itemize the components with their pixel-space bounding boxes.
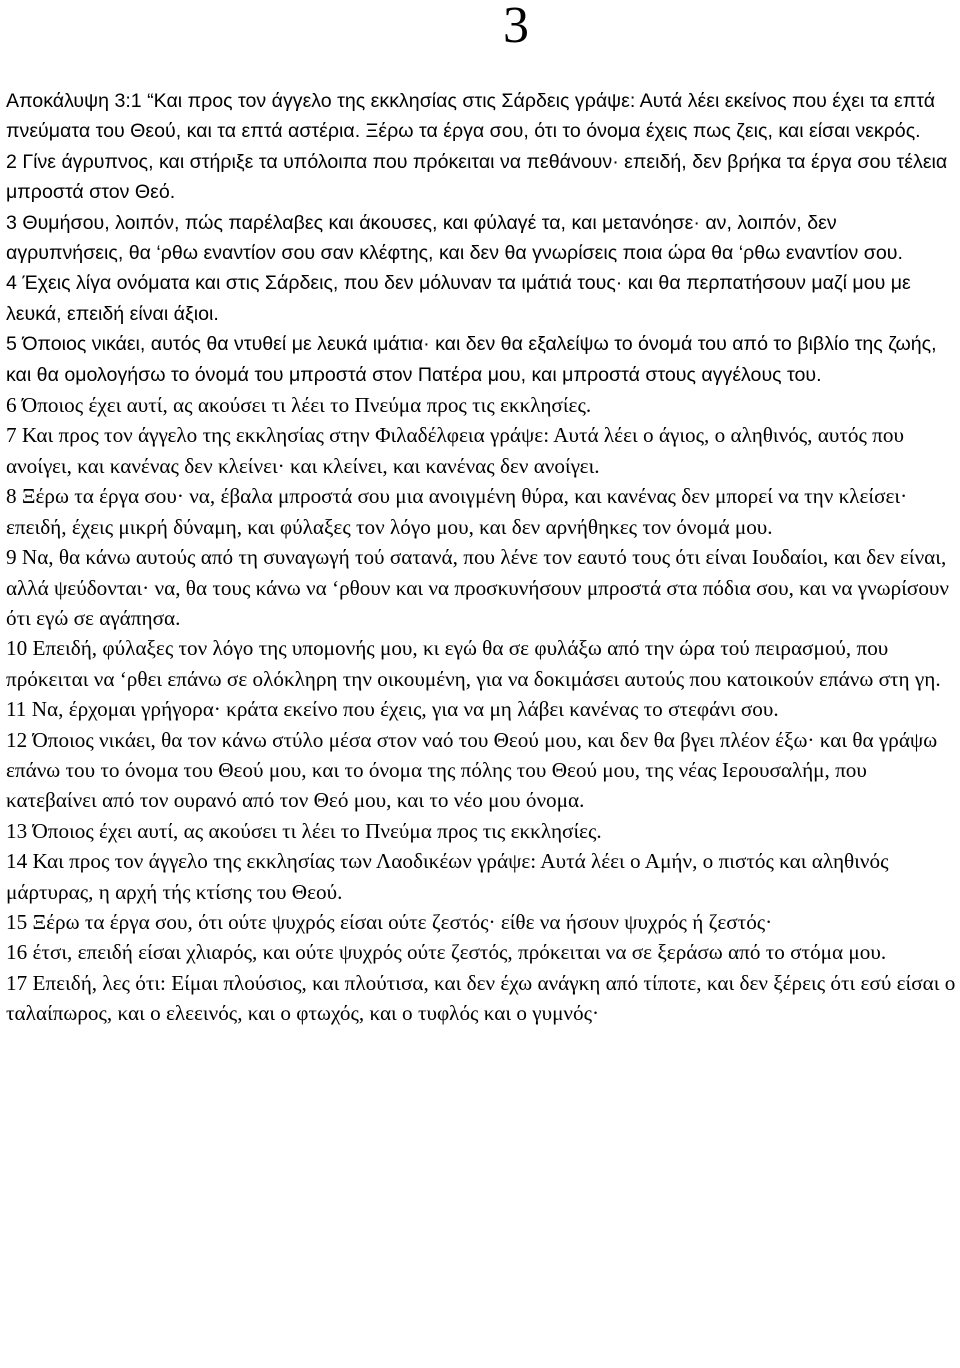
verse-5: 5 Όποιος νικάει, αυτός θα ντυθεί με λευκά ιμάτια· και δεν θα εξαλείψω το όνομά του από το βιβλίο της ζωής, και θα ομολογήσω το όνομά του μπροστά στον Πατέρα μου, και μπροστά στους αγγέλους του. bbox=[6, 333, 937, 386]
verse-1: Αποκάλυψη 3:1 “Και προς τον άγγελο της εκκλησίας στις Σάρδεις γράψε: Αυτά λέει εκείνος που έχει τα επτά πνεύματα του Θεού, και τα επτά αστέρια. Ξέρω τα έργα σου, ότι το όνομα έχεις πως ζεις, και είσαι νεκρός. bbox=[6, 90, 936, 143]
verse-11: 11 Να, έρχομαι γρήγορα· κράτα εκείνο που έχεις, για να μη λάβει κανένας το στεφάνι σου. bbox=[6, 697, 779, 722]
verse-2: 2 Γίνε άγρυπνος, και στήριξε τα υπόλοιπα που πρόκειται να πεθάνουν· επειδή, δεν βρήκα τα έργα σου τέλεια μπροστά στον Θεό. bbox=[6, 150, 948, 204]
verse-9: 9 Να, θα κάνω αυτούς από τη συναγωγή τού σατανά, που λένε τον εαυτό τους ότι είναι Ιουδαίοι, και δεν είναι, αλλά ψεύδονται· να, θα τους κάνω να ‘ρθουν και να προσκυνήσουν μπροστά στα πόδια σου, και να γνωρίσουν ότι εγώ σε αγάπησα. bbox=[6, 545, 949, 630]
verse-8: 8 Ξέρω τα έργα σου· να, έβαλα μπροστά σου μια ανοιγμένη θύρα, και κανένας δεν μπορεί να την κλείσει· επειδή, έχεις μικρή δύναμη, και φύλαξες τον λόγο μου, και δεν αρνήθηκες τον όνομά μου. bbox=[6, 484, 908, 539]
verse-3: 3 Θυμήσου, λοιπόν, πώς παρέλαβες και άκουσες, και φύλαγέ τα, και μετανόησε· αν, λοιπόν, δεν αγρυπνήσεις, θα ‘ρθω εναντίον σου σαν κλέφτης, και δεν θα γνωρίσεις ποια ώρα θα ‘ρθω εναντίον σου. bbox=[6, 211, 903, 265]
verse-list bbox=[6, 86, 956, 1029]
chapter-number: 3 bbox=[503, 0, 529, 54]
verse-4: 4 Έχεις λίγα ονόματα και στις Σάρδεις, που δεν μόλυναν τα ιμάτιά τους· και θα περπατήσουν μαζί μου με λευκά, επειδή είναι άξιοι. bbox=[6, 272, 911, 325]
verse-17: 17 Επειδή, λες ότι: Είμαι πλούσιος, και πλούτισα, και δεν έχω ανάγκη από τίποτε, και δεν ξέρεις ότι εσύ είσαι ο ταλαίπωρος, και ο ελεεινός, και ο φτωχός, και ο τυφλός και ο γυμνός· bbox=[6, 970, 956, 1026]
verse-12: 12 Όποιος νικάει, θα τον κάνω στύλο μέσα στον ναό του Θεού μου, και δεν θα βγει πλέον έξω· και θα γράψω επάνω του το όνομα του Θεού μου, και το όνομα της πόλης του Θεού μου, της νέας Ιερουσαλήμ, που κατεβαίνει από τον ουρανό από τον Θεό μου, και το νέο μου όνομα. bbox=[6, 727, 938, 813]
verse-10: 10 Επειδή, φύλαξες τον λόγο της υπομονής μου, κι εγώ θα σε φυλάξω από την ώρα τού πειρασμού, που πρόκειται να ‘ρθει επάνω σε ολόκληρη την οικουμένη, για να δοκιμάσει αυτούς που κατοικούν επάνω στη γη. bbox=[6, 636, 941, 691]
verse-6: 6 Όποιος έχει αυτί, ας ακούσει τι λέει το Πνεύμα προς τις εκκλησίες. bbox=[6, 393, 592, 418]
verse-14: 14 Και προς τον άγγελο της εκκλησίας των Λαοδικέων γράψε: Αυτά λέει ο Αμήν, ο πιστός και αληθινός μάρτυρας, η αρχή τής κτίσης του Θεού. bbox=[6, 849, 889, 904]
verse-13: 13 Όποιος έχει αυτί, ας ακούσει τι λέει το Πνεύμα προς τις εκκλησίες. bbox=[6, 818, 602, 843]
verse-7: 7 Και προς τον άγγελο της εκκλησίας στην Φιλαδέλφεια γράψε: Αυτά λέει ο άγιος, ο αληθινός, αυτός που ανοίγει, και κανένας δεν κλείνει· και κλείνει, και κανένας δεν ανοίγει. bbox=[6, 423, 904, 478]
verse-15: 15 Ξέρω τα έργα σου, ότι ούτε ψυχρός είσαι ούτε ζεστός· είθε να ήσουν ψυχρός ή ζεστός· bbox=[6, 909, 773, 934]
verse-16: 16 έτσι, επειδή είσαι χλιαρός, και ούτε ψυχρός ούτε ζεστός, πρόκειται να σε ξεράσω από το στόμα μου. bbox=[6, 940, 887, 965]
